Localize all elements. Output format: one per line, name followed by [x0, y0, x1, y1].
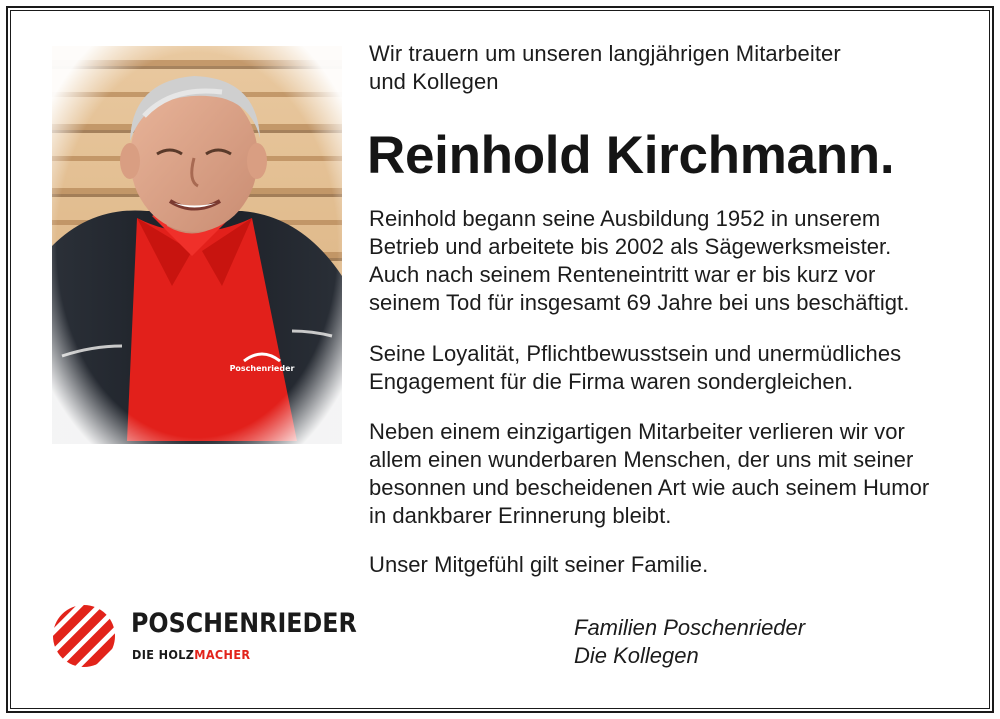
- paragraph-line: Seine Loyalität, Pflichtbewusstsein und unermüdliches: [369, 341, 902, 366]
- paragraph-line: Engagement für die Firma waren sondergleichen.: [369, 369, 854, 394]
- signature-block: [574, 614, 954, 670]
- deceased-name: Reinhold Kirchmann.: [367, 126, 895, 185]
- paragraph-line: seinem Tod für insgesamt 69 Jahre bei uns beschäftigt.: [369, 290, 910, 315]
- paragraph-line: Reinhold begann seine Ausbildung 1952 in unserem: [369, 206, 881, 231]
- signature-line: Die Kollegen: [574, 643, 699, 668]
- logo-tagline-part: MACHER: [194, 647, 251, 662]
- logo-wordmark: POSCHENRIEDER: [131, 608, 357, 639]
- intro-line: und Kollegen: [369, 69, 499, 94]
- paragraph-loyalty: [369, 340, 969, 396]
- logo-tagline-part: DIE HOLZ: [132, 647, 195, 662]
- paragraph-line: Betrieb und arbeitete bis 2002 als Sägewerksmeister.: [369, 234, 892, 259]
- portrait-photo: [52, 46, 342, 444]
- paragraph-line: Neben einem einzigartigen Mitarbeiter verlieren wir vor: [369, 419, 905, 444]
- logo-tagline: [132, 647, 250, 662]
- intro-text: [369, 40, 949, 96]
- paragraph-line: Auch nach seinem Renteneintritt war er bis kurz vor: [369, 262, 876, 287]
- intro-line: Wir trauern um unseren langjährigen Mitarbeiter: [369, 41, 841, 66]
- paragraph-condolence: [369, 551, 969, 579]
- paragraph-line: allem einen wunderbaren Menschen, der uns mit seiner: [369, 447, 914, 472]
- paragraph-person: [369, 418, 969, 530]
- paragraph-line: in dankbarer Erinnerung bleibt.: [369, 503, 672, 528]
- signature-line: Familien Poschenrieder: [574, 615, 806, 640]
- paragraph-line: besonnen und bescheidenen Art wie auch seinem Humor: [369, 475, 930, 500]
- paragraph-career: [369, 205, 969, 317]
- striped-circle-logo-icon: [52, 604, 116, 668]
- company-logo: [52, 602, 357, 672]
- paragraph-line: Unser Mitgefühl gilt seiner Familie.: [369, 552, 709, 577]
